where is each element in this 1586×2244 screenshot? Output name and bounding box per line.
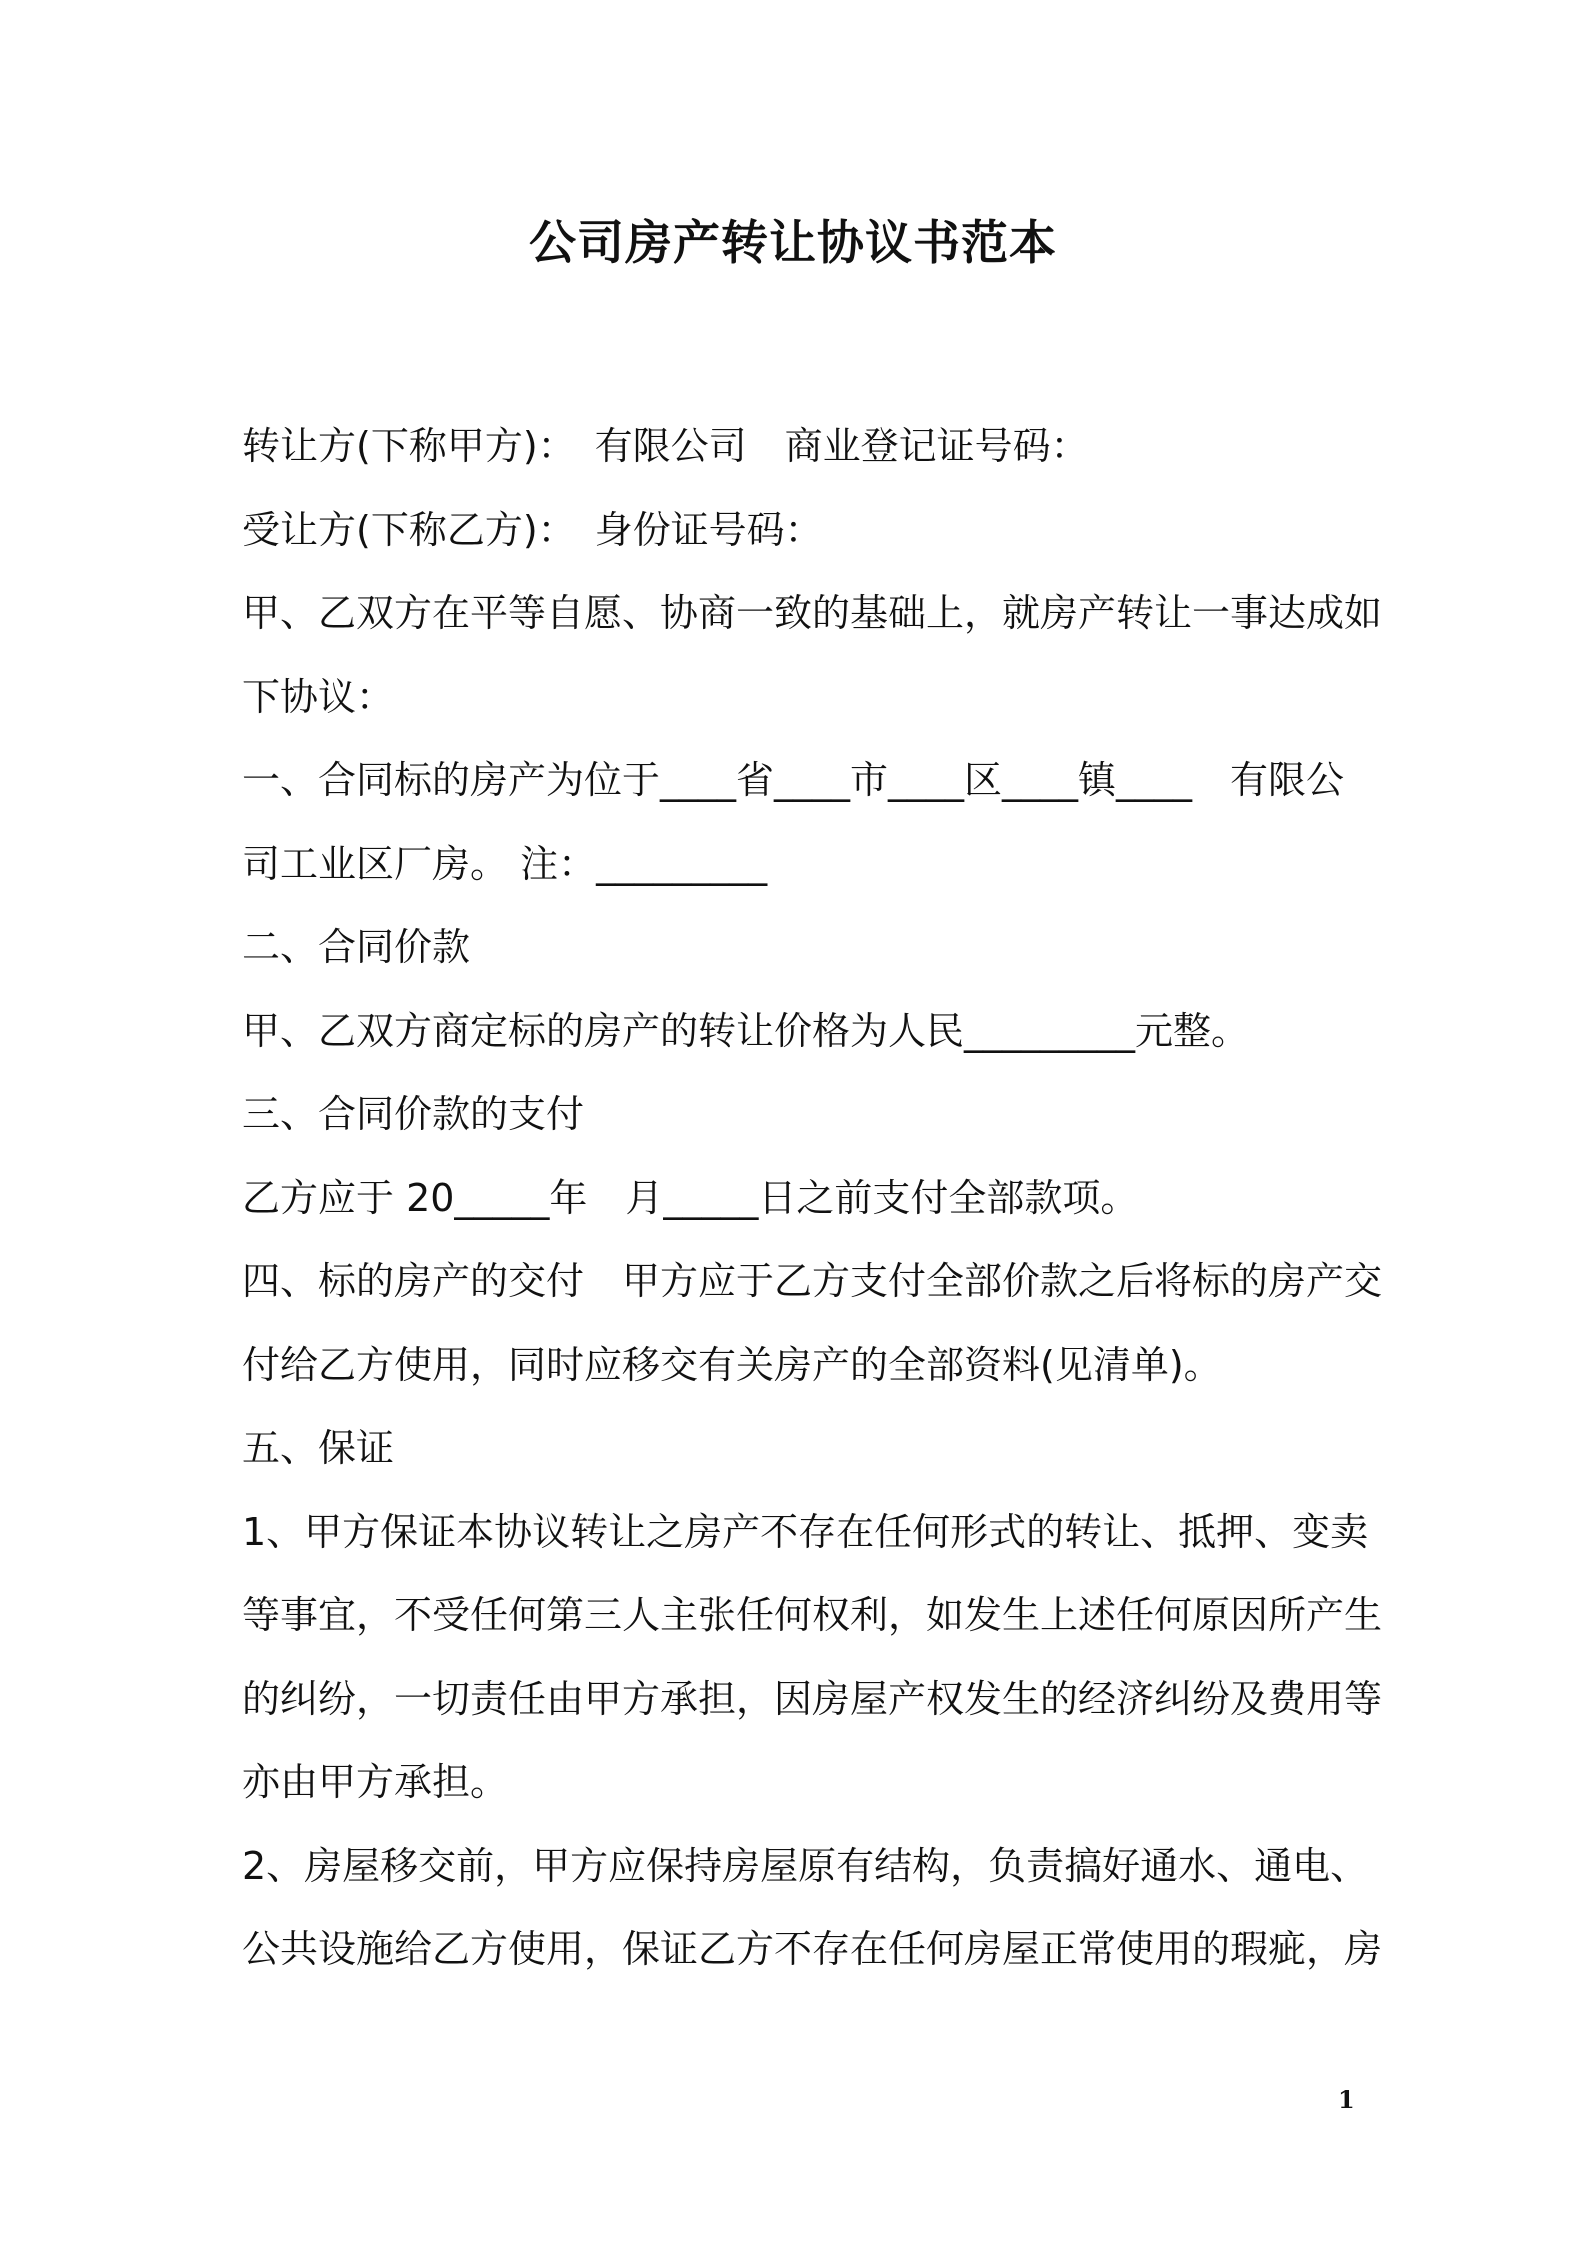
clause-2-heading: 二、合同价款 xyxy=(242,925,471,969)
clause-2-text: 甲、乙双方商定标的房产的转让价格为人民_________元整。 xyxy=(242,1008,1250,1053)
clause-3-text: 乙方应于 20_____年 月_____日之前支付全部款项。 xyxy=(242,1175,1139,1220)
warranty-1-line-3: 的纠纷，一切责任由甲方承担，因房屋产权发生的经济纠纷及费用等 xyxy=(242,1676,1383,1721)
clause-4-line-2: 付给乙方使用，同时应移交有关房产的全部资料(见清单)。 xyxy=(242,1342,1222,1387)
clause-4-line-1: 四、标的房产的交付 甲方应于乙方支付全部价款之后将标的房产交 xyxy=(242,1259,1383,1303)
preamble-line-1: 甲、乙双方在平等自愿、协商一致的基础上，就房产转让一事达成如 xyxy=(242,591,1383,635)
warranty-2-line-2: 公共设施给乙方使用，保证乙方不存在任何房屋正常使用的瑕疵，房 xyxy=(242,1927,1383,1971)
page-number: 1 xyxy=(1338,2085,1355,2114)
document-body xyxy=(242,405,1383,1992)
party-b-line: 受让方(下称乙方)： 身份证号码： xyxy=(242,507,823,552)
clause-1-line-1: 一、合同标的房产为位于____省____市____区____镇____ 有限公 xyxy=(242,758,1345,802)
party-a-line: 转让方(下称甲方)： 有限公司 商业登记证号码： xyxy=(242,424,1089,468)
clause-3-heading: 三、合同价款的支付 xyxy=(242,1092,585,1136)
warranty-1-line-2: 等事宜，不受任何第三人主张任何权利，如发生上述任何原因所产生 xyxy=(242,1593,1383,1637)
warranty-1-line-4: 亦由甲方承担。 xyxy=(242,1760,509,1804)
clause-1-line-2: 司工业区厂房。 注：_________ xyxy=(242,841,768,886)
document-title: 公司房产转让协议书范本 xyxy=(529,216,1057,271)
clause-5-heading: 五、保证 xyxy=(242,1426,395,1470)
warranty-2-line-1: 2、房屋移交前，甲方应保持房屋原有结构，负责搞好通水、通电、 xyxy=(242,1843,1369,1888)
preamble-line-2: 下协议： xyxy=(242,674,395,719)
warranty-1-line-1: 1、甲方保证本协议转让之房产不存在任何形式的转让、抵押、变卖 xyxy=(242,1509,1369,1554)
